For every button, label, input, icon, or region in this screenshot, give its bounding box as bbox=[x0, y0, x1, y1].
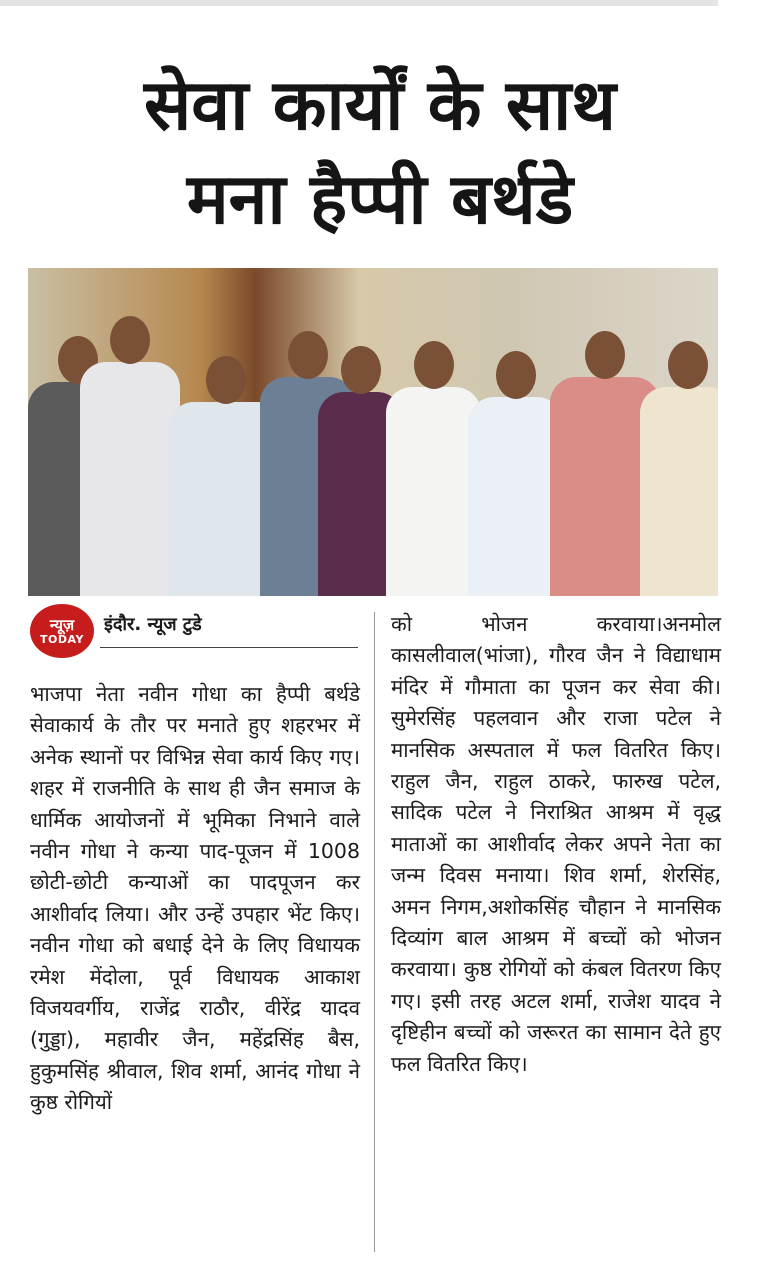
article-column-2: को भोजन करवाया।अनमोल कासलीवाल(भांजा), गौरव जैन ने विद्याधाम मंदिर में गौमाता का पूजन कर सेवा की। सुमेरसिंह पहलवान और राजा पटेल ने मानसिक अस्पताल में फल वितरित किए। राहुल जैन, राहुल ठाकरे, फारुख पटेल, सादिक पटेल ने निराश्रित आश्रम में वृद्ध माताओं का आशीर्वाद लेकर अपने नेता का जन्म दिवस मनाया। शिव शर्मा, शेरसिंह, अमन निगम,अशोकसिंह चौहान ने मानसिक दिव्यांग बाल आश्रम में बच्चों को भोजन करवाया। कुष्ठ रोगियों को कंबल वितरण किए गए। इसी तरह अटल शर्मा, राजेश यादव ने दृष्टिहीन बच्चों को जरूरत का सामान देते हुए फल वितरित किए। bbox=[391, 612, 721, 1076]
dateline: इंदौर. न्यूज टुडे bbox=[104, 614, 202, 635]
column-divider bbox=[374, 612, 375, 1252]
headline-line-1: सेवा कार्यों के साथ bbox=[143, 64, 617, 146]
photo-person bbox=[80, 316, 180, 596]
group-photo bbox=[28, 268, 718, 596]
headline-line-2: मना हैप्पी बर्थडे bbox=[186, 158, 574, 240]
dateline-rule bbox=[100, 647, 358, 648]
photo-person bbox=[640, 341, 718, 596]
headline bbox=[0, 58, 760, 246]
top-strip bbox=[0, 0, 718, 6]
photo-person bbox=[468, 351, 563, 596]
photo-person bbox=[386, 341, 481, 596]
news-today-logo: न्यूज़ TODAY bbox=[30, 604, 94, 658]
article-column-1: भाजपा नेता नवीन गोधा का हैप्पी बर्थडे सेवाकार्य के तौर पर मनाते हुए शहरभर में अनेक स्थानों पर विभिन्न सेवा कार्य किए गए। शहर में राजनीति के साथ ही जैन समाज के धार्मिक आयोजनों में भूमिका निभाने वाले नवीन गोधा ने कन्या पाद-पूजन में 1008 छोटी-छोटी कन्याओं का पादपूजन कर आशीर्वाद लिया। और उन्हें उपहार भेंट किए। नवीन गोधा को बधाई देने के लिए विधायक रमेश मेंदोला, पूर्व विधायक आकाश विजयवर्गीय, राजेंद्र राठौर, वीरेंद्र यादव (गुड्डा), महावीर जैन, महेंद्रसिंह बैस, हुकुमसिंह श्रीवाल, शिव शर्मा, आनंद गोधा ने कुष्ठ रोगियों bbox=[30, 682, 360, 1115]
